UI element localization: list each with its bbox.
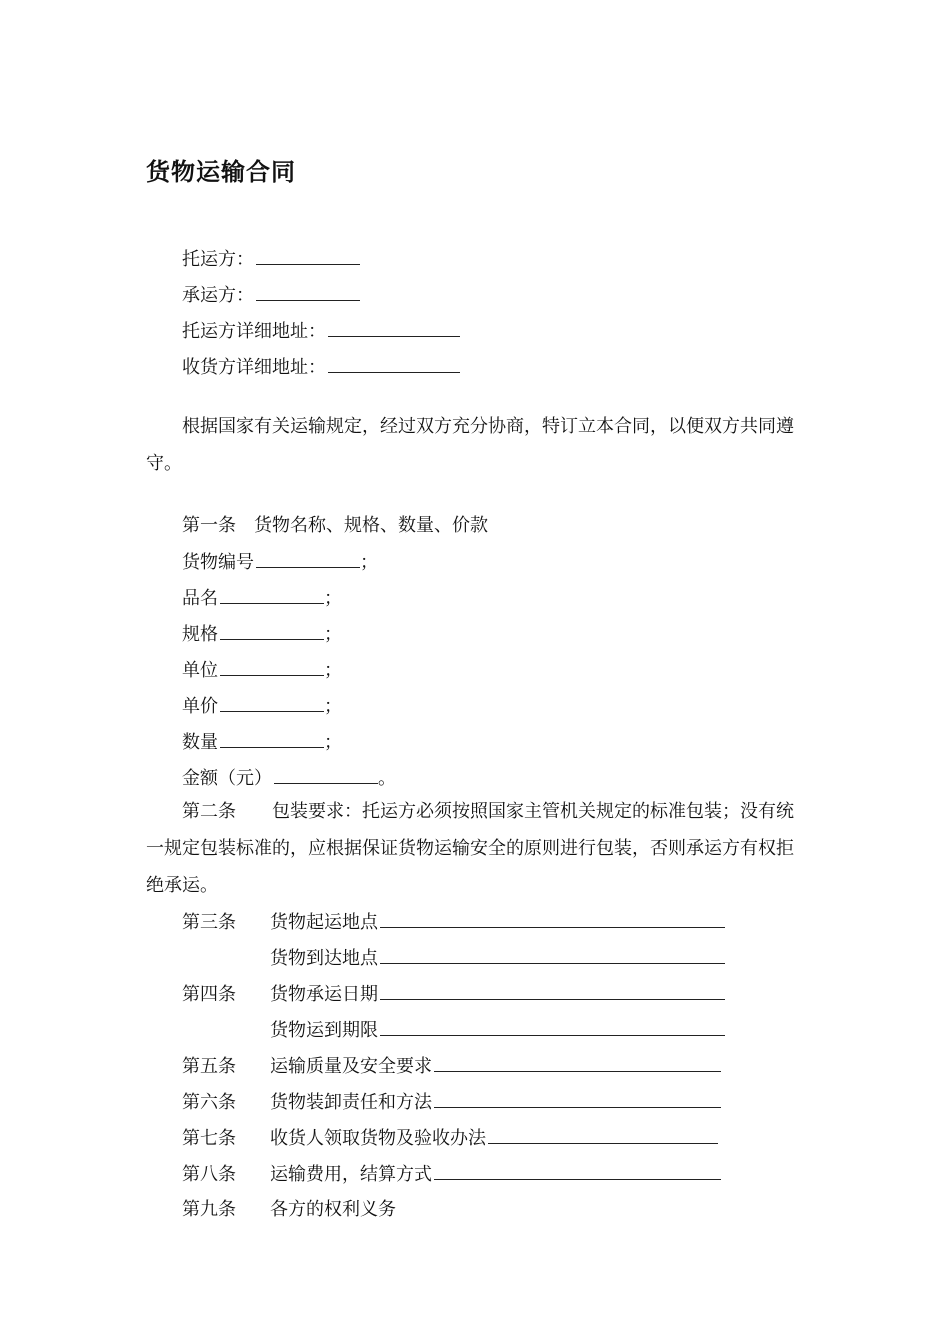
preamble: 根据国家有关运输规定，经过双方充分协商，特订立本合同，以便双方共同遵守。 bbox=[146, 416, 794, 474]
article-text: 货物运到期限 bbox=[270, 1020, 378, 1041]
article-blank[interactable] bbox=[380, 945, 725, 964]
article-line bbox=[182, 1017, 725, 1044]
article-text: 货物到达地点 bbox=[270, 948, 378, 969]
article-line bbox=[182, 1161, 721, 1188]
shipper-address-label: 托运方详细地址： bbox=[182, 321, 326, 342]
item-blank[interactable] bbox=[220, 693, 324, 712]
item-label: 金额（元） bbox=[182, 768, 272, 789]
article1-item bbox=[182, 765, 396, 792]
article-number: 第五条 bbox=[182, 1056, 236, 1077]
item-blank[interactable] bbox=[220, 621, 324, 640]
item-suffix: ； bbox=[324, 696, 342, 717]
shipper-address-blank[interactable] bbox=[328, 318, 460, 337]
article-line bbox=[182, 909, 725, 936]
article-blank[interactable] bbox=[434, 1161, 721, 1180]
item-suffix: ； bbox=[360, 552, 378, 573]
carrier-blank[interactable] bbox=[256, 282, 360, 301]
article-text: 收货人领取货物及验收办法 bbox=[270, 1128, 486, 1149]
item-label: 数量 bbox=[182, 732, 218, 753]
shipper-address-line bbox=[182, 318, 460, 345]
shipper-label: 托运方： bbox=[182, 249, 254, 270]
article-blank[interactable] bbox=[434, 1089, 721, 1108]
article-text: 货物承运日期 bbox=[270, 984, 378, 1005]
item-suffix: ； bbox=[324, 660, 342, 681]
item-label: 单位 bbox=[182, 660, 218, 681]
item-suffix: ； bbox=[324, 588, 342, 609]
consignee-address-line bbox=[182, 354, 460, 381]
carrier-line bbox=[182, 282, 360, 309]
item-blank[interactable] bbox=[220, 657, 324, 676]
article-blank[interactable] bbox=[380, 981, 725, 1000]
item-label: 品名 bbox=[182, 588, 218, 609]
article-text: 运输费用，结算方式 bbox=[270, 1164, 432, 1185]
item-label: 规格 bbox=[182, 624, 218, 645]
article-number: 第八条 bbox=[182, 1164, 236, 1185]
article-line bbox=[182, 1197, 396, 1223]
article1-item bbox=[182, 549, 378, 576]
document-title: 货物运输合同 bbox=[146, 158, 296, 186]
shipper-blank[interactable] bbox=[256, 246, 360, 265]
article-blank[interactable] bbox=[488, 1125, 718, 1144]
article-text: 运输质量及安全要求 bbox=[270, 1056, 432, 1077]
article-text: 货物装卸责任和方法 bbox=[270, 1092, 432, 1113]
item-suffix: 。 bbox=[378, 768, 396, 789]
shipper-line bbox=[182, 246, 360, 273]
article1-heading: 第一条 货物名称、规格、数量、价款 bbox=[182, 515, 488, 536]
item-label: 单价 bbox=[182, 696, 218, 717]
article-number: 第七条 bbox=[182, 1128, 236, 1149]
article-text: 各方的权利义务 bbox=[270, 1199, 396, 1220]
article-blank[interactable] bbox=[380, 1017, 725, 1036]
item-label: 货物编号 bbox=[182, 552, 254, 573]
item-suffix: ； bbox=[324, 732, 342, 753]
item-blank[interactable] bbox=[220, 585, 324, 604]
item-blank[interactable] bbox=[220, 729, 324, 748]
article-line bbox=[182, 1089, 721, 1116]
article1-item bbox=[182, 729, 342, 756]
article-line bbox=[182, 981, 725, 1008]
article-blank[interactable] bbox=[434, 1053, 721, 1072]
article-line bbox=[182, 945, 725, 972]
article-line bbox=[182, 1125, 718, 1152]
carrier-label: 承运方： bbox=[182, 285, 254, 306]
article-number: 第三条 bbox=[182, 912, 236, 933]
article-line bbox=[182, 1053, 721, 1080]
article1-item bbox=[182, 621, 342, 648]
article-blank[interactable] bbox=[380, 909, 725, 928]
article1-item bbox=[182, 657, 342, 684]
item-blank[interactable] bbox=[274, 765, 378, 784]
article-number: 第四条 bbox=[182, 984, 236, 1005]
article-text: 货物起运地点 bbox=[270, 912, 378, 933]
item-suffix: ； bbox=[324, 624, 342, 645]
item-blank[interactable] bbox=[256, 549, 360, 568]
article1-item bbox=[182, 585, 342, 612]
article1-item bbox=[182, 693, 342, 720]
article-number: 第九条 bbox=[182, 1199, 236, 1220]
article2: 第二条 包装要求：托运方必须按照国家主管机关规定的标准包装；没有统一规定包装标准的，应根据保证货物运输安全的原则进行包装，否则承运方有权拒绝承运。 bbox=[146, 801, 794, 896]
consignee-address-label: 收货方详细地址： bbox=[182, 357, 326, 378]
consignee-address-blank[interactable] bbox=[328, 354, 460, 373]
article-number: 第六条 bbox=[182, 1092, 236, 1113]
